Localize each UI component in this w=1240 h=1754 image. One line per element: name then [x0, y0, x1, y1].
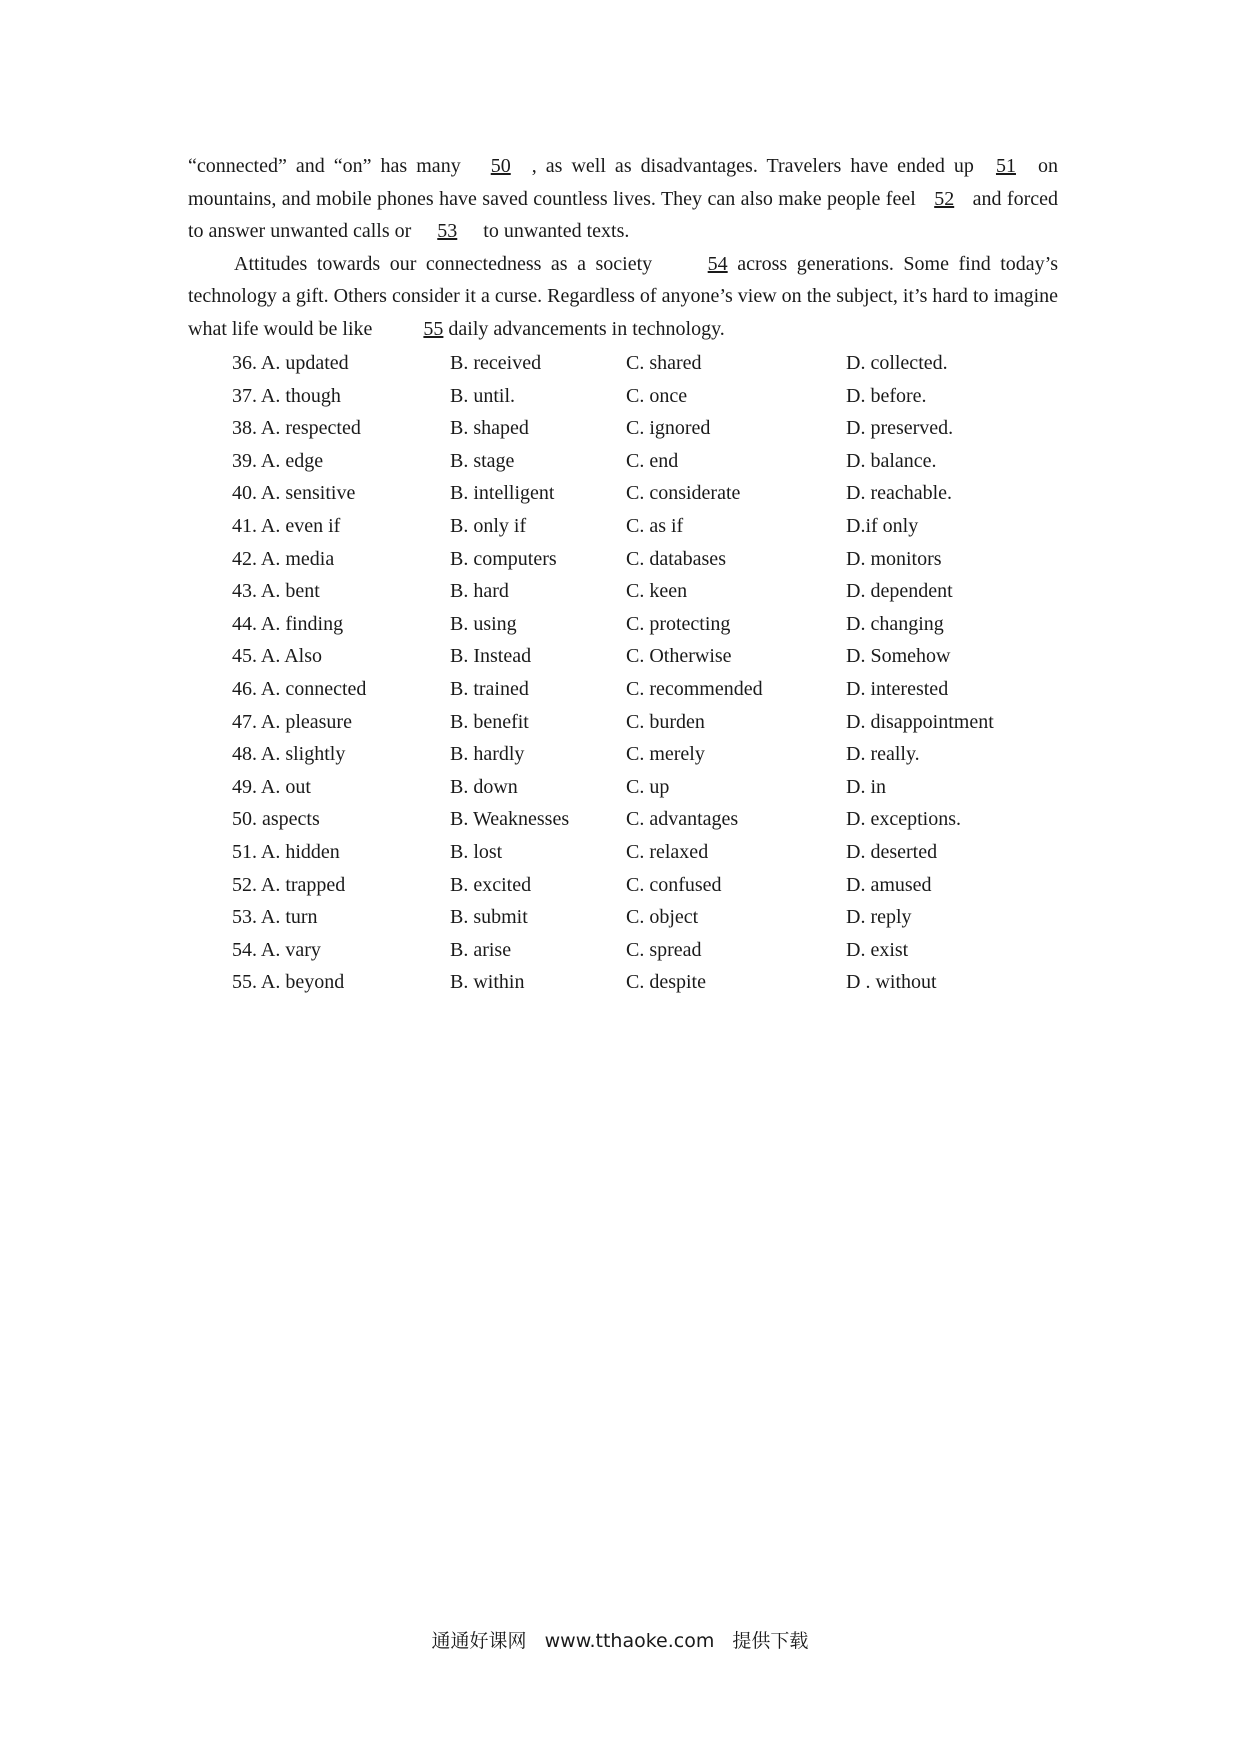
option-c: C. as if — [626, 514, 684, 537]
option-row — [232, 347, 1052, 380]
option-d: D. changing — [846, 612, 944, 635]
option-c: C. once — [626, 384, 688, 407]
option-c: C. protecting — [626, 612, 731, 635]
footer — [0, 1626, 1240, 1653]
footer-site-name: 通通好课网 — [431, 1630, 527, 1652]
text: across generations. Some find today’s technology a gift. Others consider it a curse. Regardless of anyone’s view on the subject, it’s hard to imagine what life would be like — [188, 252, 1058, 340]
option-c: C. confused — [626, 873, 722, 896]
option-b: B. trained — [450, 677, 529, 700]
option-row — [232, 934, 1052, 967]
option-row — [232, 477, 1052, 510]
option-row — [232, 836, 1052, 869]
option-a: 47. A. pleasure — [232, 710, 352, 733]
option-row — [232, 869, 1052, 902]
option-row — [232, 771, 1052, 804]
option-b: B. within — [450, 971, 525, 994]
option-a: 40. A. sensitive — [232, 482, 356, 505]
option-d: D. deserted — [846, 840, 938, 863]
option-row — [232, 738, 1052, 771]
option-d: D . without — [846, 971, 937, 994]
option-b: B. stage — [450, 449, 515, 472]
option-a: 42. A. media — [232, 547, 335, 570]
text: Attitudes towards our connectedness as a society — [234, 252, 662, 275]
option-c: C. considerate — [626, 482, 741, 505]
option-b: B. using — [450, 612, 517, 635]
option-a: 50. aspects — [232, 808, 320, 831]
blank-52: 52 — [934, 187, 955, 210]
option-c: C. merely — [626, 743, 705, 766]
option-row — [232, 640, 1052, 673]
option-b: B. only if — [450, 514, 527, 537]
option-c: C. relaxed — [626, 840, 709, 863]
option-c: C. object — [626, 906, 699, 929]
option-row — [232, 510, 1052, 543]
option-d: D. reply — [846, 906, 912, 929]
blank-50: 50 — [490, 155, 511, 177]
option-a: 53. A. turn — [232, 906, 318, 929]
option-d: D. reachable. — [846, 482, 953, 505]
option-b: B. hard — [450, 580, 509, 603]
blank-55: 55 — [423, 317, 444, 340]
option-row — [232, 966, 1052, 999]
option-d: D. in — [846, 775, 886, 798]
option-row — [232, 803, 1052, 836]
option-d: D. disappointment — [846, 710, 994, 733]
option-c: C. shared — [626, 352, 702, 374]
option-row — [232, 706, 1052, 739]
option-row — [232, 608, 1052, 641]
paragraph-1 — [188, 150, 1058, 248]
option-b: B. Weaknesses — [450, 808, 570, 831]
option-a: 52. A. trapped — [232, 873, 346, 896]
option-b: B. hardly — [450, 743, 525, 766]
option-c: C. spread — [626, 938, 702, 961]
option-a: 43. A. bent — [232, 580, 320, 603]
option-c: C. recommended — [626, 677, 763, 700]
option-d: D. exceptions. — [846, 808, 961, 831]
option-c: C. despite — [626, 971, 706, 994]
option-a: 41. A. even if — [232, 514, 341, 537]
option-c: C. up — [626, 775, 670, 798]
option-a: 46. A. connected — [232, 677, 367, 700]
text: on mountains, and mobile phones have saved countless lives. They can also make people feel — [188, 155, 1059, 210]
option-a: 51. A. hidden — [232, 840, 340, 863]
text: and forced to answer unwanted calls or — [188, 187, 1058, 242]
option-row — [232, 575, 1052, 608]
text: “connected” and “on” has many — [188, 155, 470, 177]
option-d: D. Somehow — [846, 645, 951, 668]
option-c: C. databases — [626, 547, 726, 570]
answer-options — [232, 347, 1052, 999]
option-d: D. exist — [846, 938, 909, 961]
text: to unwanted texts. — [478, 220, 630, 242]
option-c: C. keen — [626, 580, 688, 603]
option-b: B. Instead — [450, 645, 532, 668]
option-b: B. arise — [450, 938, 512, 961]
passage — [188, 150, 1058, 345]
option-b: B. excited — [450, 873, 532, 896]
option-b: B. intelligent — [450, 482, 555, 505]
option-row — [232, 412, 1052, 445]
option-b: B. until. — [450, 384, 516, 407]
option-a: 39. A. edge — [232, 449, 324, 472]
option-c: C. advantages — [626, 808, 739, 831]
option-a: 48. A. slightly — [232, 743, 346, 766]
option-b: B. down — [450, 775, 518, 798]
option-b: B. lost — [450, 840, 503, 863]
option-c: C. end — [626, 449, 679, 472]
option-d: D. balance. — [846, 449, 937, 472]
blank-51: 51 — [995, 155, 1016, 177]
option-d: D. amused — [846, 873, 932, 896]
option-a: 49. A. out — [232, 775, 311, 798]
option-c: C. burden — [626, 710, 705, 733]
text: , as well as disadvantages. Travelers have ended up — [531, 155, 983, 177]
option-b: B. benefit — [450, 710, 529, 733]
option-a: 37. A. though — [232, 384, 341, 407]
option-d: D. interested — [846, 677, 949, 700]
option-b: B. computers — [450, 547, 557, 570]
footer-note: 提供下载 — [732, 1630, 809, 1652]
option-a: 45. A. Also — [232, 645, 323, 668]
option-b: B. submit — [450, 906, 528, 929]
option-a: 36. A. updated — [232, 352, 349, 374]
option-d: D.if only — [846, 514, 919, 537]
option-row — [232, 673, 1052, 706]
option-b: B. shaped — [450, 417, 529, 440]
option-a: 55. A. beyond — [232, 971, 345, 994]
option-a: 54. A. vary — [232, 938, 321, 961]
option-c: C. Otherwise — [626, 645, 732, 668]
option-row — [232, 543, 1052, 576]
footer-url: www.tthaoke.com — [544, 1630, 715, 1652]
option-d: D. before. — [846, 384, 927, 407]
option-row — [232, 445, 1052, 478]
option-c: C. ignored — [626, 417, 711, 440]
blank-54: 54 — [707, 252, 728, 275]
option-row — [232, 901, 1052, 934]
option-d: D. really. — [846, 743, 920, 766]
blank-53: 53 — [437, 220, 458, 242]
option-a: 44. A. finding — [232, 612, 344, 635]
option-d: D. monitors — [846, 547, 942, 570]
option-a: 38. A. respected — [232, 417, 361, 440]
option-d: D. collected. — [846, 352, 948, 374]
option-b: B. received — [450, 352, 542, 374]
paragraph-2 — [188, 248, 1058, 346]
option-d: D. dependent — [846, 580, 953, 603]
text: daily advancements in technology. — [443, 317, 725, 340]
option-d: D. preserved. — [846, 417, 954, 440]
option-row — [232, 380, 1052, 413]
